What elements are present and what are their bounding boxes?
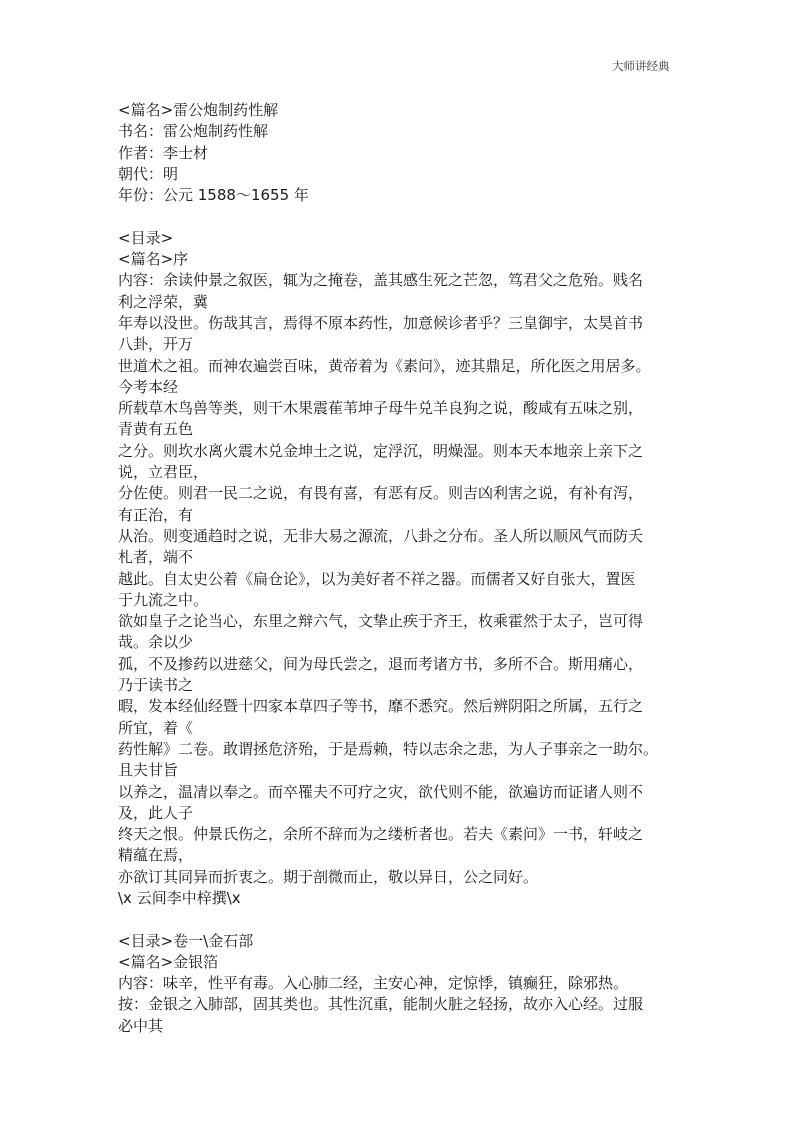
text-line: 利之浮荣，冀 bbox=[118, 292, 209, 311]
metadata-block bbox=[118, 100, 686, 206]
author-line: 作者：李士材 bbox=[118, 143, 209, 162]
text-line: 且夫甘旨 bbox=[118, 761, 179, 780]
text-line: 之分。则坎水离火震木兑金坤土之说，定浮沉，明燥湿。则本天本地亲上亲下之 bbox=[118, 441, 644, 460]
spacer bbox=[118, 206, 686, 227]
text-line: 哉。余以少 bbox=[118, 633, 194, 652]
text-line: 按：金银之入肺部，固其类也。其性沉重，能制火脏之轻扬，故亦入心经。过服 bbox=[118, 995, 644, 1014]
chapter-title: <篇名>金银箔 bbox=[118, 952, 219, 971]
book-name-line: 书名：雷公炮制药性解 bbox=[118, 122, 269, 141]
text-line: 所载草木鸟兽等类，则干木果震萑苇坤子母牛兑羊良狗之说，酸咸有五味之别， bbox=[118, 399, 644, 418]
toc-heading: <目录> bbox=[118, 228, 174, 247]
text-line: 终天之恨。仲景氏伤之，余所不辞而为之缕析者也。若夫《素问》一书，轩岐之 bbox=[118, 825, 644, 844]
gold-silver-foil-section bbox=[118, 931, 686, 1037]
text-line: 越此。自太史公着《扁仓论》，以为美好者不祥之器。而儒者又好自张大，置医 bbox=[118, 569, 636, 588]
text-line: 八卦，开万 bbox=[118, 335, 194, 354]
toc-heading: <目录>卷一\金石部 bbox=[118, 931, 254, 950]
chapter-title: <篇名>序 bbox=[118, 250, 189, 269]
year-line: 年份：公元 1588～1655 年 bbox=[118, 186, 309, 205]
text-line: 内容：余读仲景之叙医，辄为之掩卷，盖其感生死之芒忽，笃君父之危殆。贱名 bbox=[118, 271, 644, 290]
text-line: 欲如皇子之论当心，东里之辩六气，文挚止疾于齐王，枚乘霍然于太子，岂可得 bbox=[118, 612, 644, 631]
text-line: 药性解》二卷。敢谓拯危济殆，于是焉赖，特以志余之悲，为人子事亲之一助尔。 bbox=[118, 739, 659, 758]
text-line: 乃于读书之 bbox=[118, 676, 194, 695]
spacer bbox=[118, 909, 686, 930]
text-line: 世道术之祖。而神农遍尝百味，黄帝着为《素问》，迹其鼎足，所化医之用居多。 bbox=[118, 356, 651, 375]
text-line: 及，此人子 bbox=[118, 803, 194, 822]
text-line: 内容：味辛，性平有毒。入心肺二经，主安心神，定惊悸，镇癫狂，除邪热。 bbox=[118, 974, 629, 993]
text-line: 从治。则变通趋时之说，无非大易之源流，八卦之分布。圣人所以顺风气而防夭 bbox=[118, 526, 644, 545]
text-line: 年寿以没世。伤哉其言，焉得不原本药性，加意候诊者乎？三皇御宇，太昊首书 bbox=[118, 313, 644, 332]
page-header-title: 大师讲经典 bbox=[612, 59, 670, 73]
text-line: 分佐使。则君一民二之说，有畏有喜，有恶有反。则吉凶利害之说，有补有泻， bbox=[118, 484, 644, 503]
text-line: 今考本经 bbox=[118, 377, 179, 396]
text-line: 札者，端不 bbox=[118, 548, 194, 567]
title-line: <篇名>雷公炮制药性解 bbox=[118, 101, 279, 119]
text-line: 精蕴在焉， bbox=[118, 846, 194, 865]
text-line: 有正治，有 bbox=[118, 505, 194, 524]
text-line: 孤，不及掺药以进慈父，间为母氏尝之，退而考诸方书，多所不合。斯用痛心， bbox=[118, 654, 644, 673]
signature-line: \x 云间李中梓撰\x bbox=[118, 888, 241, 907]
text-line: 暇，发本经仙经暨十四家本草四子等书，靡不悉究。然后辨阴阳之所属，五行之 bbox=[118, 697, 644, 716]
text-line: 必中其 bbox=[118, 1016, 164, 1035]
preface-section bbox=[118, 228, 686, 910]
text-line: 于九流之中。 bbox=[118, 590, 209, 609]
text-line: 所宜，着《 bbox=[118, 718, 194, 737]
text-line: 以养之，温凊以奉之。而卒罹夫不可疗之灾，欲代则不能，欲遍访而证诸人则不 bbox=[118, 782, 644, 801]
text-line: 亦欲订其同异而折衷之。期于剖微而止，敬以异日，公之同好。 bbox=[118, 867, 539, 886]
document-body bbox=[118, 100, 686, 1037]
text-line: 青黄有五色 bbox=[118, 420, 194, 439]
dynasty-line: 朝代：明 bbox=[118, 164, 179, 183]
text-line: 说，立君臣， bbox=[118, 463, 209, 482]
